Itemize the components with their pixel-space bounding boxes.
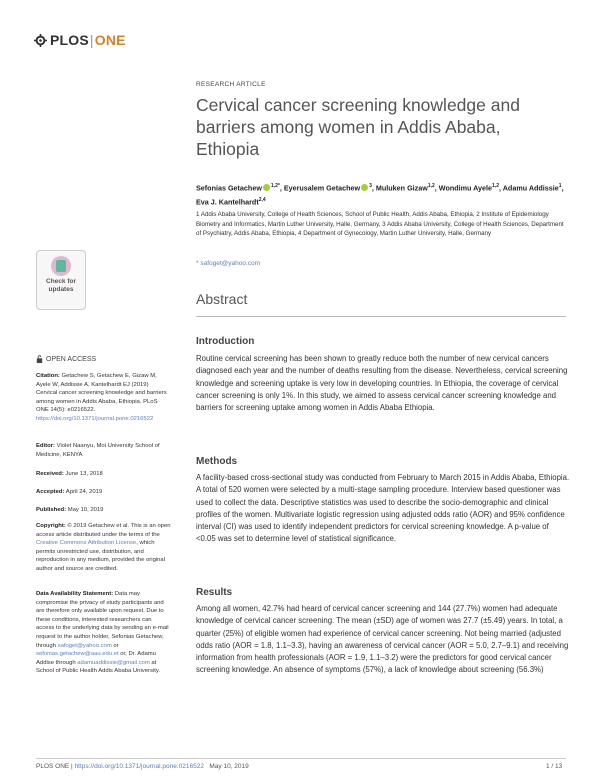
data-availability-label: Data Availability Statement: [36, 591, 114, 597]
footer-divider [36, 758, 566, 759]
data-or: or [113, 642, 119, 649]
bookmark-icon [51, 256, 71, 276]
check-label-line1: Check for [46, 278, 76, 285]
check-for-updates-button[interactable] [36, 250, 86, 310]
author-affiliation-sup: 2,4 [258, 197, 266, 204]
email-link[interactable]: safoget@yahoo.com [57, 642, 112, 649]
corresponding-email[interactable]: * safoget@yahoo.com [196, 260, 261, 267]
author-name[interactable]: Eyerusalem Getachew [283, 183, 361, 193]
author-name[interactable]: Sefonias Getachew [196, 183, 262, 193]
introduction-text: Routine cervical screening has been shown to greatly reduce both the number of new cervical cancers diagnosed each year and the number of deaths resulting from the disease. Nevertheless, cervical screening knowledge and screening uptake is very low in developing countries. In Ethiopia, the coverage of cervical cancer screening is only 1%. In this study, we aimed to assess cervical cancer screening knowledge and barriers for screening uptake among women in Addis Ababa Ethiopia. [196, 354, 568, 413]
footer-doi-link[interactable]: https://doi.org/10.1371/journal.pone.0216522 [74, 763, 204, 770]
footer-date: May 10, 2019 [209, 763, 249, 770]
author-affiliation-sup: 1,2 [492, 183, 499, 189]
data-availability-block [36, 590, 171, 676]
data-availability-text: Data may compromise the privacy of study participants and are therefore only available upon request. Due to these conditions, interested researchers can access to the underlying data by sending an e-mail request to the author holder, Sefonias Getachew, through [36, 591, 169, 649]
received-label: Received: [36, 471, 64, 477]
published-block [36, 506, 171, 515]
author-affiliation-sup: 1 [558, 183, 562, 189]
citation-doi-link[interactable]: https://doi.org/10.1371/journal.pone.0216522 [36, 415, 154, 422]
editor-label: Editor: [36, 443, 55, 449]
citation-text: Getachew S, Getachew E, Gizaw M, Ayele W, Addissie A, Kantelhardt EJ (2019) Cervical cancer screening knowledge and barriers among women in Addis Ababa, Ethiopia. PLoS ONE 14(5): e0216522. [36, 373, 167, 414]
methods-heading: Methods [196, 456, 238, 467]
data-availability-text-2: or, Dr. Adamu Addise through [36, 651, 156, 666]
copyright-text: © 2019 Getachew et al. This is an open access article distributed under the terms of the [36, 523, 171, 538]
abstract-heading: Abstract [196, 291, 248, 307]
orcid-icon[interactable] [263, 184, 270, 191]
copyright-block [36, 522, 171, 574]
abstract-divider [196, 316, 566, 317]
published-date: May 10, 2019 [67, 507, 104, 513]
article-type: RESEARCH ARTICLE [196, 81, 266, 88]
methods-text: A facility-based cross-sectional study was conducted from February to March 2015 in Addis Ababa, Ethiopia. A total of 520 women were selected by a multi-stage sampling procedure. Interview based questioner was used to collect the data. Descriptive statistics was used to describe the socio-demographic and clinical profiles of the women. Multivariate logistic regression using adjusted odds ratio (AOR) and 95% confidence interval (CI) was used to identify independent predictors for cervical screening knowledge. A p-value of <0.05 was set to determine level of statistical significance. [196, 473, 570, 544]
orcid-icon[interactable] [361, 184, 368, 191]
published-label: Published: [36, 507, 67, 513]
accepted-date: April 24, 2019 [65, 489, 103, 495]
author-affiliation-sup: 3 [369, 183, 372, 189]
received-date: June 13, 2018 [65, 471, 103, 477]
copyright-text-2: , which permits unrestricted use, distribution, and reproduction in any medium, provided the original author and source are credited. [36, 540, 166, 572]
accepted-block [36, 488, 171, 497]
open-access-badge [36, 355, 96, 363]
results-heading: Results [196, 587, 233, 598]
plos-one-logo [34, 32, 126, 48]
citation-block [36, 372, 171, 424]
author-name[interactable]: Muluken Gizaw [375, 183, 428, 193]
introduction-heading: Introduction [196, 336, 255, 347]
author-name[interactable]: Adamu Addissie [502, 183, 559, 193]
accepted-label: Accepted: [36, 489, 65, 495]
open-access-label: OPEN ACCESS [46, 355, 97, 363]
received-block [36, 470, 171, 479]
email-link[interactable]: sefonias.getachew@aau.edu.et [36, 651, 119, 658]
check-label-line2: updates [48, 286, 74, 293]
logo-separator: | [89, 32, 94, 48]
data-availability-text-3: at School of Public Health Addis Ababa University. [36, 659, 160, 675]
open-lock-icon [36, 355, 43, 363]
footer-journal: PLOS ONE [36, 763, 70, 770]
affiliations: 1 Addis Ababa University, College of Health Sciences, School of Public Health, Addis Ababa, Ethiopia, 2 Institute of Epidemiology Biometry and Informatics, Martin Luther University, Halle, Germany, 3 Addis Ababa University, College of Health Sciences, Department of Psychiatry, Addis Ababa, Ethiopia, 4 Department of Gynecology, Martin Luther University, Halle, Germany [196, 211, 564, 237]
email-link[interactable]: adamuaddissie@gmail.com [77, 659, 150, 666]
page-number: 1 / 13 [546, 763, 563, 770]
plos-gear-icon [34, 34, 47, 47]
logo-plos-text: PLOS [50, 32, 89, 48]
footer-separator: | [71, 763, 73, 770]
copyright-label: Copyright: [36, 523, 66, 529]
editor-text: Violet Naanyu, Moi University School of Medicine, KENYA [36, 443, 160, 458]
article-title: Cervical cancer screening knowledge and barriers among women in Addis Ababa, Ethiopia [196, 95, 520, 159]
results-text: Among all women, 42.7% had heard of cervical cancer screening and 144 (27.7%) women had adequate knowledge of cervical cancer screening. The mean (±SD) age of women was 27.7 (±5.49) years. In total, a quarter (25%) of eligible women had experience of cervical cancer screening. Not being married (adjusted odds ratio (AOR = 1.8, 1.1–3.3), having an awareness of cervical cancer (AOR = 5.0, 2.7–9.1) and receiving information from health professionals (AOR = 1.9, 1.1–3.2) were the predictors for good cervical cancer screening knowledge. An absence of symptoms (57%), a lack of knowledge about screening (56.3%) [196, 604, 569, 675]
cc-license-link[interactable]: Creative Commons Attribution License [36, 540, 137, 547]
logo-one-text: ONE [94, 32, 126, 48]
author-list: Sefonias Getachew $^{1,2*}$, Eyerusalem Getachew $^3$, Muluken Gizaw$^{1,2}$, Wondimu Ayele$^{1,2}$, Adamu Addissie$^1$, Eva J. Kantelhardt$^{2,4}$ [196, 183, 564, 207]
author-name[interactable]: Wondimu Ayele [438, 183, 493, 193]
footer-citation [36, 763, 249, 770]
author-affiliation-sup: 1,2* [270, 183, 280, 189]
author-name[interactable]: Eva J. Kantelhardt [196, 197, 259, 207]
author-affiliation-sup: 1,2 [427, 183, 435, 189]
editor-block [36, 442, 171, 459]
citation-label: Citation: [36, 373, 60, 379]
